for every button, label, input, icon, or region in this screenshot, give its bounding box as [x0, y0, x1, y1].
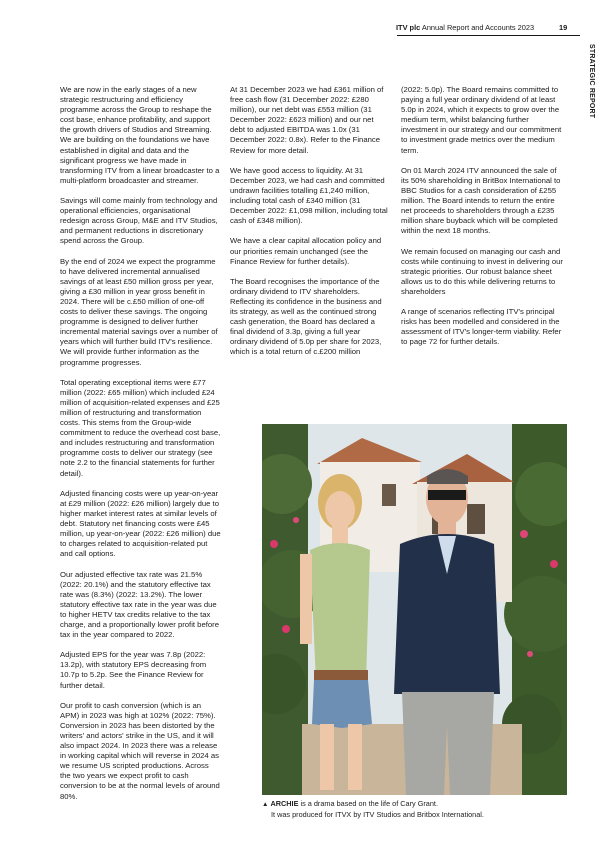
paragraph: The Board recognises the importance of the ordinary dividend to ITV shareholders. Reflecting its confidence in the business and its strategy, as well as the continued strong cash generation, the Board has declared a final dividend of 3.3p, giving a full year ordinary dividend of 5.0p per share for 2023, which is a total return of c.£200 million: [230, 276, 382, 357]
paragraph: Our profit to cash conversion (which is an APM) in 2023 was high at 102% (2022: 75%). Conversion in 2023 has been distorted by the writers' and actors' strike in the US, and it will also impact 2024. In 2023 there was a release in working capital which will reverse in 2024 as we resume US scripted productions. Across the two years we expect profit to cash conversion to be at the normal levels of around 80%.: [60, 700, 220, 801]
text-column-2: [230, 85, 390, 368]
page-header: [396, 23, 568, 33]
triangle-icon: ▲: [262, 801, 269, 808]
paragraph: By the end of 2024 we expect the programme to have delivered incremental annualised savings of at least £50 million gross per year, giving a £30 million in year gross benefit in 2024. There will be c.£50 million of one-off costs to deliver these savings. The ongoing programme is designed to deliver further incremental material savings over a number of years which will further build ITV's resilience. We will provide further information as the programme progresses.: [60, 256, 218, 367]
paragraph: Adjusted EPS for the year was 7.8p (2022: 13.2p), with statutory EPS decreasing from 10.7p to 5.2p. See the Finance Review for further detail.: [60, 650, 207, 690]
text-column-3: [401, 85, 566, 358]
paragraph: We are now in the early stages of a new strategic restructuring and efficiency programme across the Group to reshape the cost base, enhance profitability, and support the growth drivers of Studios and Streaming. We are building on the foundations we have established in digital and data and the significant progress we have made in transforming ITV from a linear broadcaster to a multi-platform broadcaster and streamer.: [60, 85, 220, 185]
report-title: Annual Report and Accounts 2023: [421, 23, 535, 32]
paragraph: Our adjusted effective tax rate was 21.5% (2022: 20.1%) and the statutory effective tax rate was (8.3%) (2022: 13.2%). The lower statutory effective tax rate in the year was due to higher HETV tax credits relative to the tax charge, and a proportionally lower profit before tax in the year compared to 2022.: [60, 569, 219, 640]
paragraph: On 01 March 2024 ITV announced the sale of its 50% shareholding in BritBox International to BBC Studios for a cash consideration of £255 million. The Board intends to return the entire net proceeds to shareholders through a £235 million share buyback which will be completed within the next 18 months.: [401, 165, 561, 236]
paragraph: Total operating exceptional items were £77 million (2022: £65 million) which included £24 million of acquisition-related expenses and £25 million of restructuring and transformation costs. This stems from the Group-wide commitment to reduce the overhead cost base, and includes restructuring and transformation programme costs to deliver our strategy (see note 2.2 to the financial statements for further detail).: [60, 377, 221, 478]
caption-line-2: It was produced for ITVX by ITV Studios and Britbox International.: [271, 810, 484, 819]
company-name: ITV plc: [396, 23, 421, 32]
paragraph: We remain focused on managing our cash and costs while continuing to invest in delivering our strategic priorities. Our robust balance sheet allows us to do this while delivering returns to shareholders: [401, 246, 563, 296]
photo-caption: [262, 799, 567, 820]
header-rule: [397, 35, 580, 36]
paragraph: Adjusted financing costs were up year-on-year at £29 million (2022: £26 million) largely due to higher market interest rates at similar levels of debt. Statutory net financing costs were £45 million, up year-on-year (2022: £26 million) due to charges related to acquisition-related put and call options.: [60, 488, 221, 559]
text-column-1: [60, 85, 221, 812]
paragraph: (2022: 5.0p). The Board remains committed to paying a full year ordinary dividend of at least 5.0p in 2024, which it expects to grow over the medium term, whilst balancing further investment in our strategy and our commitment to investment grade metrics over the medium term.: [401, 85, 562, 155]
paragraph: We have good access to liquidity. At 31 December 2023, we had cash and committed undrawn facilities totalling £1,240 million, including total cash of £340 million (31 December 2022: £1,098 million, including total cash of £348 million).: [230, 165, 388, 226]
paragraph: We have a clear capital allocation policy and our priorities remain unchanged (see the Finance Review for further details).: [230, 236, 382, 266]
drama-still-photo: [262, 424, 567, 795]
caption-title: ARCHIE: [270, 799, 299, 808]
caption-line-1: [262, 799, 567, 810]
caption-text: is a drama based on the life of Cary Grant.: [298, 799, 438, 808]
section-tab-label: STRATEGIC REPORT: [588, 44, 595, 119]
paragraph: A range of scenarios reflecting ITV's principal risks has been modelled and considered in the assessment of ITV's longer-term viability. Refer to page 72 for further details.: [401, 307, 562, 347]
paragraph: At 31 December 2023 we had £361 million of free cash flow (31 December 2022: £280 million), our net debt was £553 million (31 December 2022: £623 million) and our net debt to adjusted EBITDA was 1.0x (31 December 2022: 0.8x). Refer to the Finance Review for more detail.: [230, 85, 384, 155]
paragraph: Savings will come mainly from technology and operational efficiencies, organisational redesign across Group, M&E and ITV Studios, and permanent reductions in discretionary spend across the Group.: [60, 196, 218, 246]
page-number: 19: [559, 23, 568, 32]
section-tab: [583, 44, 595, 134]
